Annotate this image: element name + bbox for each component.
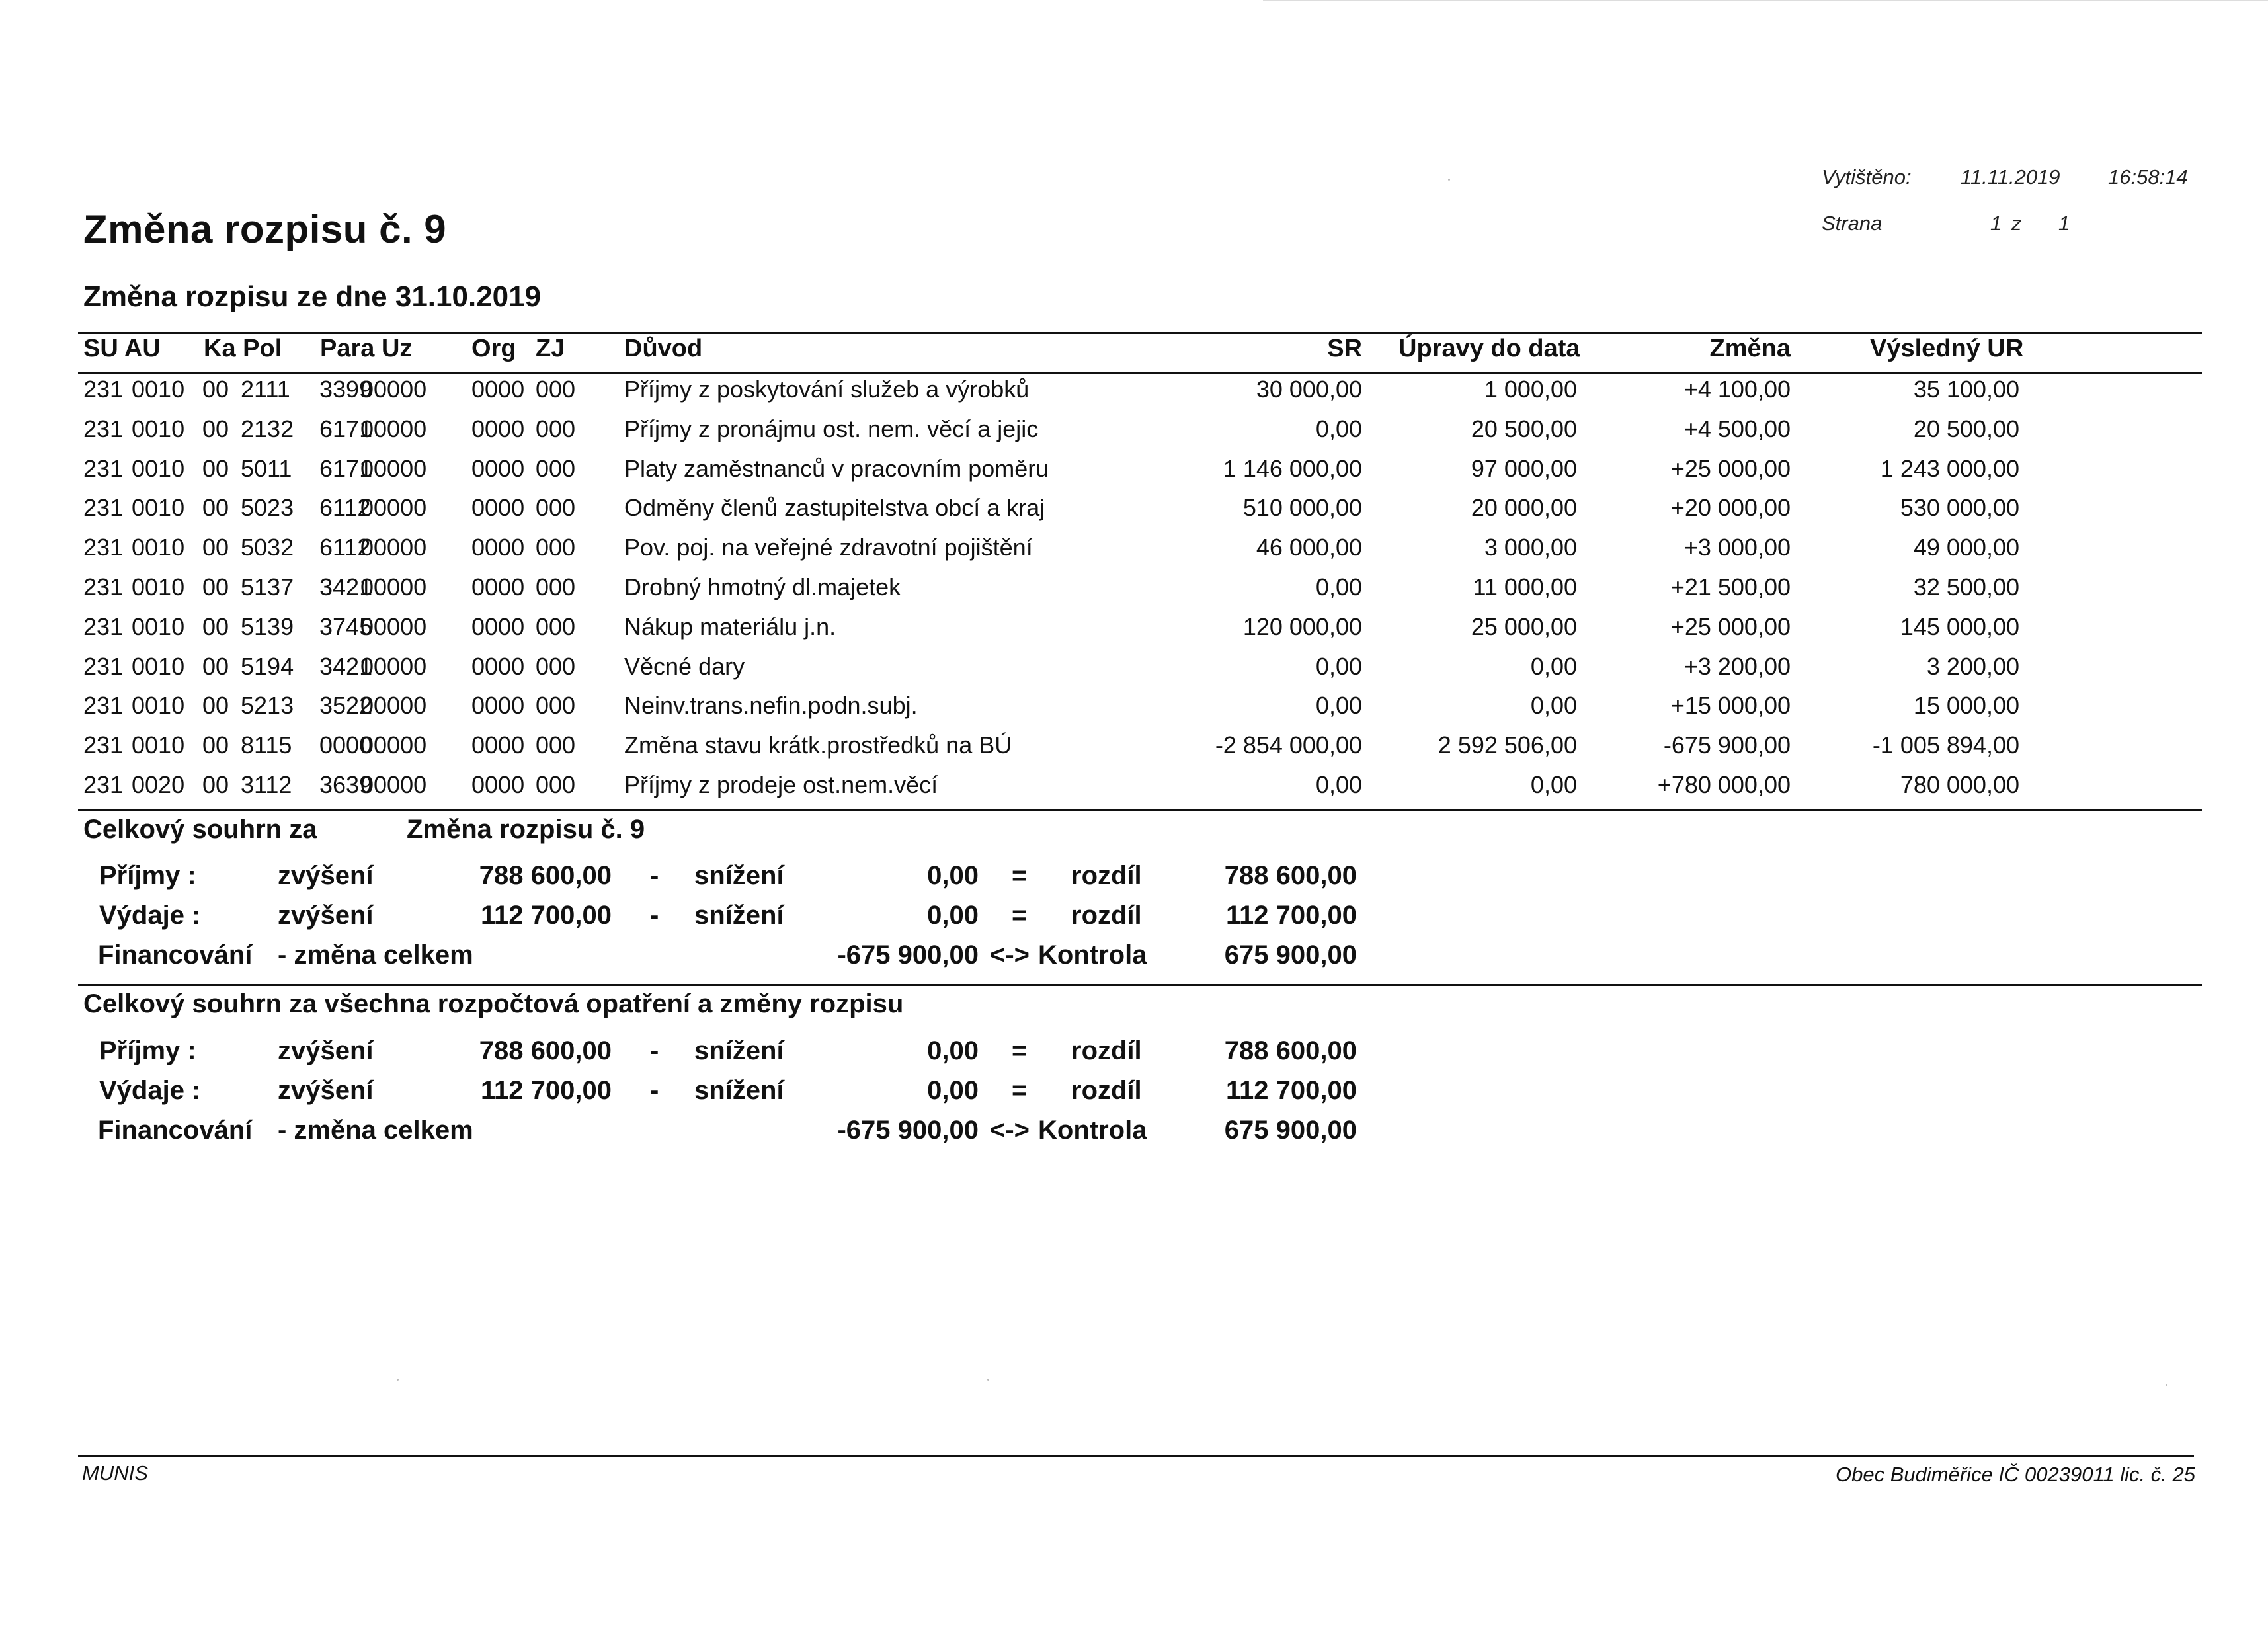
cell-upravy: 97 000,00	[1471, 454, 1577, 482]
cell-sr: 0,00	[1315, 692, 1362, 719]
cell-upravy: 25 000,00	[1471, 612, 1577, 640]
table-row	[0, 415, 2268, 455]
scan-speck	[987, 1379, 989, 1381]
table-row	[0, 376, 2268, 415]
prijmy-decrease-value: 0,00	[927, 1036, 979, 1065]
cell-upravy: 0,00	[1530, 652, 1577, 680]
cell-para: 6171	[319, 415, 373, 442]
cell-au: 0010	[132, 573, 185, 600]
page-label: Strana	[1822, 212, 1883, 235]
cell-para: 0000	[319, 731, 373, 759]
table-row	[0, 534, 2268, 573]
cell-zmena: +3 200,00	[1683, 652, 1791, 680]
cell-uz: 00000	[360, 454, 427, 482]
cell-duvod: Příjmy z prodeje ost.nem.věcí	[624, 771, 938, 798]
cell-para: 3639	[319, 771, 373, 798]
cell-zmena: +4 100,00	[1683, 376, 1791, 403]
cell-uz: 00000	[360, 652, 427, 680]
col-org: Org	[471, 335, 516, 362]
cell-au: 0010	[132, 494, 185, 522]
cell-vysledny: -1 005 894,00	[1872, 731, 2019, 759]
cell-vysledny: 15 000,00	[1913, 692, 2019, 719]
cell-pol: 3112	[241, 771, 292, 798]
prijmy-difference-label: rozdíl	[1071, 861, 1142, 890]
cell-uz: 00000	[360, 612, 427, 640]
cell-org: 0000	[471, 454, 525, 482]
cell-au: 0010	[132, 652, 185, 680]
cell-au: 0010	[132, 454, 185, 482]
cell-upravy: 20 500,00	[1471, 415, 1577, 442]
table-row	[0, 613, 2268, 653]
vydaje-minus-sign: -	[650, 901, 659, 930]
col-sr: SR	[1327, 335, 1362, 362]
cell-au: 0010	[132, 415, 185, 442]
cell-upravy: 1 000,00	[1484, 376, 1577, 403]
cell-zmena: +25 000,00	[1670, 612, 1791, 640]
cell-pol: 5213	[241, 692, 294, 719]
cell-duvod: Pov. poj. na veřejné zdravotní pojištění	[624, 534, 1033, 561]
vydaje-equals-sign: =	[1012, 901, 1028, 930]
summary1-heading-prefix: Celkový souhrn za	[83, 815, 317, 844]
cell-au: 0010	[132, 612, 185, 640]
cell-vysledny: 1 243 000,00	[1880, 454, 2019, 482]
vydaje-decrease-value: 0,00	[927, 1076, 979, 1105]
cell-org: 0000	[471, 731, 525, 759]
cell-su: 231	[83, 454, 124, 482]
cell-uz: 00000	[360, 376, 427, 403]
cell-su: 231	[83, 534, 124, 561]
col-duvod: Důvod	[624, 335, 703, 362]
cell-vysledny: 780 000,00	[1900, 771, 2019, 798]
col-vysledny: Výsledný UR	[1870, 335, 2024, 362]
prijmy-minus-sign: -	[650, 1036, 659, 1065]
cell-su: 231	[83, 494, 124, 522]
cell-zmena: +780 000,00	[1657, 771, 1791, 798]
cell-sr: 510 000,00	[1242, 494, 1362, 522]
cell-au: 0010	[132, 692, 185, 719]
table-row	[0, 573, 2268, 613]
summary1-heading-name: Změna rozpisu č. 9	[407, 815, 645, 844]
cell-zmena: +3 000,00	[1683, 534, 1791, 561]
vydaje-summary-label: Výdaje :	[99, 1076, 201, 1105]
prijmy-increase-label: zvýšení	[278, 1036, 374, 1065]
prijmy-summary-label: Příjmy :	[99, 1036, 196, 1065]
page-subtitle: Změna rozpisu ze dne 31.10.2019	[83, 280, 542, 313]
cell-duvod: Příjmy z pronájmu ost. nem. věcí a jejic	[624, 415, 1039, 442]
table-row	[0, 731, 2268, 771]
table-row	[0, 771, 2268, 811]
cell-su: 231	[83, 415, 124, 442]
cell-ka: 00	[202, 415, 229, 442]
vydaje-increase-label: zvýšení	[278, 901, 374, 930]
cell-duvod: Věcné dary	[624, 652, 745, 680]
financing-label: Financování	[98, 1116, 253, 1145]
scan-speck	[397, 1379, 399, 1381]
cell-au: 0010	[132, 534, 185, 561]
page-total: 1	[2058, 212, 2070, 235]
cell-ka: 00	[202, 771, 229, 798]
cell-vysledny: 530 000,00	[1900, 494, 2019, 522]
cell-zmena: +15 000,00	[1670, 692, 1791, 719]
cell-para: 3421	[319, 573, 373, 600]
cell-vysledny: 3 200,00	[1926, 652, 2019, 680]
financing-arrow: <->	[990, 1116, 1030, 1145]
cell-zj: 000	[536, 692, 576, 719]
cell-au: 0020	[132, 771, 185, 798]
financing-arrow: <->	[990, 940, 1030, 969]
prijmy-equals-sign: =	[1012, 1036, 1028, 1065]
cell-zj: 000	[536, 573, 576, 600]
cell-ka: 00	[202, 573, 229, 600]
control-value: 675 900,00	[1224, 940, 1357, 969]
table-row	[0, 692, 2268, 731]
table-top-rule	[78, 332, 2202, 334]
cell-zj: 000	[536, 415, 576, 442]
cell-org: 0000	[471, 415, 525, 442]
financing-value: -675 900,00	[837, 940, 979, 969]
table-row	[0, 455, 2268, 495]
cell-pol: 5023	[241, 494, 294, 522]
prijmy-decrease-value: 0,00	[927, 861, 979, 890]
cell-org: 0000	[471, 376, 525, 403]
cell-vysledny: 20 500,00	[1913, 415, 2019, 442]
vydaje-increase-value: 112 700,00	[481, 901, 612, 930]
col-para-uz: Para Uz	[320, 335, 413, 362]
cell-pol: 5194	[241, 652, 294, 680]
prijmy-increase-value: 788 600,00	[479, 861, 612, 890]
cell-ka: 00	[202, 612, 229, 640]
cell-para: 6171	[319, 454, 373, 482]
vydaje-decrease-label: snížení	[694, 901, 784, 930]
vydaje-summary-label: Výdaje :	[99, 901, 201, 930]
financing-label: Financování	[98, 940, 253, 969]
cell-zj: 000	[536, 534, 576, 561]
cell-upravy: 0,00	[1530, 692, 1577, 719]
scan-edge-line	[1263, 0, 2268, 1]
cell-duvod: Neinv.trans.nefin.podn.subj.	[624, 692, 918, 719]
col-zj: ZJ	[536, 335, 565, 362]
cell-upravy: 20 000,00	[1471, 494, 1577, 522]
vydaje-equals-sign: =	[1012, 1076, 1028, 1105]
cell-upravy: 0,00	[1530, 771, 1577, 798]
cell-duvod: Příjmy z poskytování služeb a výrobků	[624, 376, 1030, 403]
table-header-rule	[78, 372, 2202, 374]
cell-uz: 00000	[360, 494, 427, 522]
summary2-heading: Celkový souhrn za všechna rozpočtová opatření a změny rozpisu	[83, 989, 904, 1018]
cell-uz: 00000	[360, 692, 427, 719]
cell-ka: 00	[202, 454, 229, 482]
prijmy-increase-label: zvýšení	[278, 861, 374, 890]
cell-ka: 00	[202, 376, 229, 403]
vydaje-minus-sign: -	[650, 1076, 659, 1105]
cell-uz: 00000	[360, 771, 427, 798]
cell-ka: 00	[202, 692, 229, 719]
financing-value: -675 900,00	[837, 1116, 979, 1145]
scan-speck	[1448, 179, 1450, 181]
footer-rule	[78, 1455, 2194, 1457]
prijmy-equals-sign: =	[1012, 861, 1028, 890]
prijmy-difference-value: 788 600,00	[1224, 861, 1357, 890]
cell-su: 231	[83, 692, 124, 719]
cell-vysledny: 32 500,00	[1913, 573, 2019, 600]
cell-pol: 2132	[241, 415, 294, 442]
cell-upravy: 3 000,00	[1484, 534, 1577, 561]
cell-zj: 000	[536, 652, 576, 680]
control-value: 675 900,00	[1224, 1116, 1357, 1145]
vydaje-decrease-value: 0,00	[927, 901, 979, 930]
control-label: Kontrola	[1038, 940, 1147, 969]
cell-upravy: 2 592 506,00	[1438, 731, 1577, 759]
cell-sr: 0,00	[1315, 573, 1362, 600]
cell-para: 3421	[319, 652, 373, 680]
cell-zmena: +20 000,00	[1670, 494, 1791, 522]
prijmy-difference-value: 788 600,00	[1224, 1036, 1357, 1065]
cell-vysledny: 49 000,00	[1913, 534, 2019, 561]
cell-su: 231	[83, 652, 124, 680]
printed-label: Vytištěno:	[1822, 165, 1912, 188]
footer-licence: Obec Budiměřice IČ 00239011 lic. č. 25	[1836, 1463, 2195, 1486]
cell-su: 231	[83, 573, 124, 600]
prijmy-difference-label: rozdíl	[1071, 1036, 1142, 1065]
cell-org: 0000	[471, 573, 525, 600]
vydaje-increase-value: 112 700,00	[481, 1076, 612, 1105]
cell-para: 3745	[319, 612, 373, 640]
cell-duvod: Změna stavu krátk.prostředků na BÚ	[624, 731, 1012, 759]
col-ka-pol: Ka Pol	[204, 335, 282, 362]
prijmy-decrease-label: snížení	[694, 1036, 784, 1065]
prijmy-decrease-label: snížení	[694, 861, 784, 890]
cell-uz: 00000	[360, 573, 427, 600]
table-bottom-rule	[78, 809, 2202, 811]
cell-pol: 5137	[241, 573, 294, 600]
cell-zmena: +21 500,00	[1670, 573, 1791, 600]
vydaje-difference-value: 112 700,00	[1226, 1076, 1357, 1105]
cell-zj: 000	[536, 771, 576, 798]
cell-org: 0000	[471, 652, 525, 680]
cell-para: 6112	[319, 534, 371, 561]
cell-zmena: -675 900,00	[1663, 731, 1791, 759]
cell-para: 3522	[319, 692, 373, 719]
table-row	[0, 653, 2268, 692]
cell-su: 231	[83, 612, 124, 640]
control-label: Kontrola	[1038, 1116, 1147, 1145]
cell-pol: 2111	[241, 376, 290, 403]
printed-date: 11.11.2019	[1961, 165, 2060, 188]
cell-pol: 5011	[241, 454, 292, 482]
cell-sr: 30 000,00	[1256, 376, 1362, 403]
financing-change-label: - změna celkem	[278, 1116, 473, 1145]
scan-speck	[2166, 1384, 2167, 1386]
cell-uz: 00000	[360, 731, 427, 759]
cell-para: 3399	[319, 376, 373, 403]
cell-uz: 00000	[360, 534, 427, 561]
cell-zj: 000	[536, 454, 576, 482]
cell-su: 231	[83, 731, 124, 759]
cell-zj: 000	[536, 612, 576, 640]
cell-vysledny: 145 000,00	[1900, 612, 2019, 640]
cell-sr: 0,00	[1315, 415, 1362, 442]
prijmy-increase-value: 788 600,00	[479, 1036, 612, 1065]
col-su-au: SU AU	[83, 335, 161, 362]
cell-org: 0000	[471, 494, 525, 522]
cell-ka: 00	[202, 494, 229, 522]
cell-su: 231	[83, 771, 124, 798]
cell-org: 0000	[471, 534, 525, 561]
cell-org: 0000	[471, 612, 525, 640]
prijmy-summary-label: Příjmy :	[99, 861, 196, 890]
vydaje-difference-label: rozdíl	[1071, 1076, 1142, 1105]
cell-su: 231	[83, 376, 124, 403]
page-of: z	[2011, 212, 2022, 235]
vydaje-increase-label: zvýšení	[278, 1076, 374, 1105]
cell-pol: 5139	[241, 612, 294, 640]
cell-duvod: Drobný hmotný dl.majetek	[624, 573, 901, 600]
footer-software: MUNIS	[82, 1461, 148, 1485]
col-upravy: Úpravy do data	[1398, 335, 1580, 362]
cell-duvod: Nákup materiálu j.n.	[624, 612, 836, 640]
vydaje-decrease-label: snížení	[694, 1076, 784, 1105]
cell-zmena: +4 500,00	[1683, 415, 1791, 442]
page-current: 1	[1990, 212, 2002, 235]
prijmy-minus-sign: -	[650, 861, 659, 890]
table-row	[0, 494, 2268, 534]
cell-vysledny: 35 100,00	[1913, 376, 2019, 403]
cell-zj: 000	[536, 494, 576, 522]
cell-org: 0000	[471, 692, 525, 719]
cell-duvod: Odměny členů zastupitelstva obcí a kraj	[624, 494, 1045, 522]
summary-divider	[78, 984, 2202, 986]
cell-au: 0010	[132, 731, 185, 759]
cell-org: 0000	[471, 771, 525, 798]
col-zmena: Změna	[1709, 335, 1791, 362]
cell-ka: 00	[202, 534, 229, 561]
cell-sr: 0,00	[1315, 771, 1362, 798]
cell-ka: 00	[202, 731, 229, 759]
cell-sr: -2 854 000,00	[1215, 731, 1362, 759]
cell-uz: 00000	[360, 415, 427, 442]
cell-ka: 00	[202, 652, 229, 680]
page-title: Změna rozpisu č. 9	[83, 207, 447, 251]
financing-change-label: - změna celkem	[278, 940, 473, 969]
vydaje-difference-value: 112 700,00	[1226, 901, 1357, 930]
cell-para: 6112	[319, 494, 371, 522]
cell-sr: 0,00	[1315, 652, 1362, 680]
cell-pol: 8115	[241, 731, 292, 759]
cell-upravy: 11 000,00	[1473, 573, 1577, 600]
cell-zmena: +25 000,00	[1670, 454, 1791, 482]
cell-sr: 120 000,00	[1242, 612, 1362, 640]
cell-sr: 1 146 000,00	[1223, 454, 1362, 482]
cell-sr: 46 000,00	[1256, 534, 1362, 561]
cell-duvod: Platy zaměstnanců v pracovním poměru	[624, 454, 1049, 482]
cell-zj: 000	[536, 731, 576, 759]
cell-pol: 5032	[241, 534, 294, 561]
cell-au: 0010	[132, 376, 185, 403]
vydaje-difference-label: rozdíl	[1071, 901, 1142, 930]
cell-zj: 000	[536, 376, 576, 403]
printed-time: 16:58:14	[2108, 165, 2188, 188]
